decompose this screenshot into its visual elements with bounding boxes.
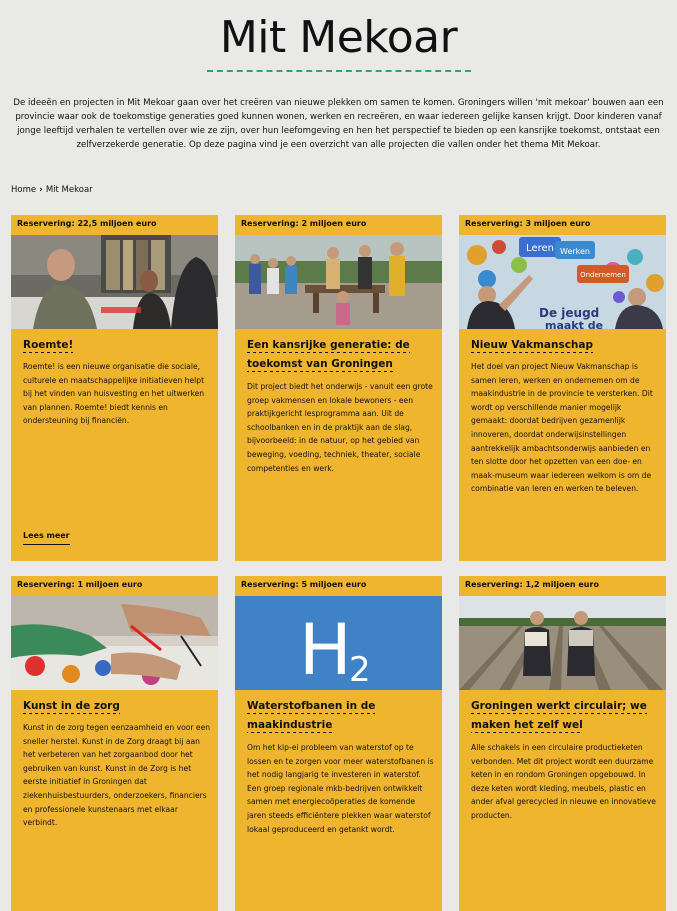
title-underline [207,70,471,72]
breadcrumb [11,185,93,195]
project-card-circulair[interactable] [459,576,666,911]
h2-subscript-text: 2 [349,650,371,690]
project-photo [235,235,442,329]
project-card-roemte[interactable] [11,215,218,561]
image-caption-line1: De jeugd [539,306,600,320]
intro-text: De ideeën en projecten in Mit Mekoar gaan over het creëren van nieuwe plekken om samen te komen. Groningers willen 'mit mekoar' bouwen aan een provincie waar ook de toekomstige generaties goed kunnen wonen, werken en recreëren, en waar iedereen gelijke kansen krijgt. Door kinderen vanaf jonge leeftijd verhalen te vertellen over wie ze zijn, over hun leefomgeving en hen het perspectief te bieden op een kansrijke toekomst, ontstaat een zelfverzekerde generatie. Op deze pagina vind je een overzicht van alle projecten die vallen onder het thema Mit Mekoar. [13,98,664,150]
card-title: Een kansrijke generatie: de toekomst van Groningen [247,339,410,370]
card-title: Kunst in de zorg [23,700,120,712]
project-photo [11,596,218,690]
image-text-werken: Werken [560,247,590,256]
breadcrumb-current: Mit Mekoar [45,185,93,195]
page-title: Mit Mekoar [219,12,458,63]
card-title: Nieuw Vakmanschap [471,339,594,351]
project-photo [459,596,666,690]
reservation-label: Reservering: 1,2 miljoen euro [465,580,599,589]
breadcrumb-home-link[interactable]: Home [11,185,37,195]
project-photo [235,596,442,690]
h2-symbol-text: H [299,609,352,690]
project-card-kansrijke-generatie[interactable] [235,215,442,561]
project-photo [11,235,218,329]
image-text-leren: Leren [526,243,554,254]
reservation-label: Reservering: 2 miljoen euro [241,219,367,228]
card-description: Roemte! is een nieuwe organisatie die sociale, culturele en maatschappelijke initiatieven helpt bij het vinden van huisvesting en het uitwerken van plannen. Roemte! biedt kennis en ondersteuning bij financiën. [23,362,205,426]
project-card-waterstofbanen[interactable] [235,576,442,911]
read-more-link[interactable]: Lees meer [23,531,70,545]
card-title: Waterstofbanen in de maakindustrie [247,700,376,731]
project-card-kunst-in-de-zorg[interactable] [11,576,218,911]
project-photo [459,235,666,329]
card-description: Het doel van project Nieuw Vakmanschap is samen leren, werken en ondernemen om de maakindustrie in de provincie te versterken. Dit wordt op verschillende manier mogelijk gemaakt: doordat bedrijven gezamenlijk innoveren, doordat onderwijsinstellingen aantrekkelijk ambachtsonderwijs aanbieden en ten slotte door het opzetten van een doe- en maak-museum waar iedereen welkom is om de combinatie van leren en werken te beleven. [471,362,653,494]
reservation-label: Reservering: 3 miljoen euro [465,219,591,228]
reservation-label: Reservering: 5 miljoen euro [241,580,367,589]
image-caption-line2: maakt de [545,319,604,329]
card-description: Dit project biedt het onderwijs - vanuit een grote groep vakmensen en lokale bewoners - een praktijkgericht lesprogramma aan. Uit de schoolbanken en in de praktijk aan de slag, bijvoorbeeld: in de natuur, op het gebied van beweging, voeding, techniek, theater, sociale competenties en werk. [247,382,433,473]
reservation-label: Reservering: 1 miljoen euro [17,580,143,589]
image-text-ondernemen: Ondernemen [580,271,626,279]
card-description: Alle schakels in een circulaire productieketen verbonden. Met dit project wordt een duurzame keten in en rondom Groningen opgebouwd. In deze keten wordt kleding, meubels, plastic en ander afval gerecycled in nieuwe en innovatieve producten. [471,743,656,820]
card-title: Groningen werkt circulair; we maken het zelf wel [471,700,647,731]
card-description: Kunst in de zorg tegen eenzaamheid en voor een sneller herstel. Kunst in de Zorg draagt bij aan het verbeteren van het zorgaanbod door het gebruiken van kunst. Kunst in de Zorg is het eerste initiatief in Groningen dat ziekenhuisbestuurders, onderzoekers, financiers en professionele kunstenaars met elkaar verbindt. [23,723,211,828]
reservation-label: Reservering: 22,5 miljoen euro [17,219,157,228]
card-description: Om het kip-ei probleem van waterstof op te lossen en te zorgen voor meer waterstofbanen is het nodig langjarig te investeren in waterstof. Een groep regionale mkb-bedrijven ontwikkelt samen met energiecoöperaties de komende jaren steeds efficiëntere plekken waar waterstof lokaal geproduceerd en getankt wordt. [247,743,434,834]
card-title: Roemte! [23,339,74,351]
project-card-nieuw-vakmanschap[interactable] [459,215,666,561]
chevron-right-icon: › [39,185,43,195]
